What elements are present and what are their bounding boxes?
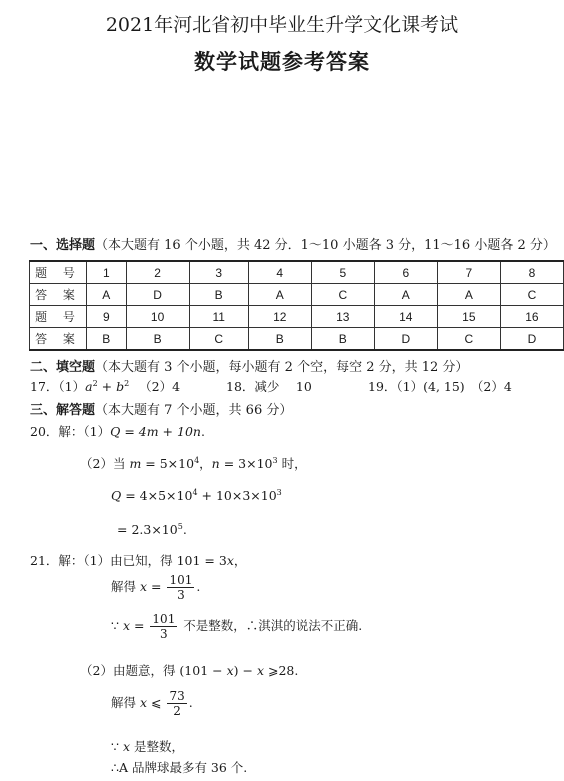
answer-cell: B: [189, 284, 248, 306]
answer-cell: D: [126, 284, 189, 306]
question-number-cell: 14: [374, 306, 437, 328]
section-2-label: 二、填空题: [30, 360, 96, 375]
answer-cell: C: [311, 284, 374, 306]
question-number-cell: 5: [311, 261, 374, 284]
section-1-label: 一、选择题: [30, 238, 96, 253]
document-subtitle: 数学试题参考答案: [194, 49, 370, 74]
question-number-cell: 3: [189, 261, 248, 284]
question-number-cell: 12: [248, 306, 311, 328]
section-3-heading: [30, 399, 292, 418]
question-number-cell: 16: [500, 306, 563, 328]
answer-cell: C: [437, 328, 500, 351]
answer-cell: A: [87, 284, 127, 306]
answer-cell: D: [500, 328, 563, 351]
q21-line-2: 解得 x = $\frac{101}{3}$ .: [111, 573, 201, 602]
q21-line-5: 解得 x ⩽ $\frac{73}{2}$ .: [111, 689, 193, 718]
question-number-cell: 15: [437, 306, 500, 328]
question-number-cell: 4: [248, 261, 311, 284]
question-number-cell: 11: [189, 306, 248, 328]
header-cell: 题 号: [30, 261, 87, 284]
answer-18: 18．减少 10: [226, 379, 312, 394]
answer-cell: A: [248, 284, 311, 306]
answer-cell: B: [311, 328, 374, 351]
q21-line-4: （2）由题意，得 (101 − x) − x ⩾28.: [80, 663, 299, 678]
section-3-label: 三、解答题: [30, 403, 96, 418]
section-2-note: （本大题有 3 个小题，每小题有 2 个空，每空 2 分，共 12 分）: [95, 360, 469, 375]
fraction: $\frac{101}{3}$: [169, 573, 193, 602]
answer-19: 19．（1）(4, 15) （2）4: [368, 379, 512, 394]
question-number-cell: 8: [500, 261, 563, 284]
q20-line-3: $Q = 4\times 5\times 10^4 + 10\times 3\times 10^3$: [111, 488, 282, 504]
question-number-cell: 13: [311, 306, 374, 328]
answer-cell: B: [248, 328, 311, 351]
question-number-cell: 7: [437, 261, 500, 284]
question-number-cell: 2: [126, 261, 189, 284]
q20-line-4: = $2.3\times 10^5$.: [117, 522, 187, 538]
question-number-cell: 6: [374, 261, 437, 284]
answer-cell: B: [87, 328, 127, 351]
fraction: $\frac{101}{3}$: [152, 612, 176, 641]
answer-cell: B: [126, 328, 189, 351]
section-2-heading: [30, 356, 468, 375]
fraction: $\frac{73}{2}$: [169, 689, 185, 718]
question-number-cell: 10: [126, 306, 189, 328]
q21-line-1: 21．解：（1）由已知，得 101 = 3x，: [30, 553, 247, 568]
answer-cell: C: [189, 328, 248, 351]
answer-cell: A: [437, 284, 500, 306]
header-cell: 答 案: [30, 328, 87, 351]
section-3-note: （本大题有 7 个小题，共 66 分）: [95, 403, 293, 418]
section-1-note: （本大题有 16 个小题，共 42 分．1～10 小题各 3 分，11～16 小题各 2 分）: [95, 238, 556, 253]
section-1-heading: [30, 234, 556, 253]
q21-line-3: ∵ x = $\frac{101}{3}$ 不是整数，∴淇淇的说法不正确.: [111, 612, 363, 641]
header-cell: 题 号: [30, 306, 87, 328]
question-number-cell: 9: [87, 306, 127, 328]
q20-line-2: （2）当 $m = 5\times 10^4$，$n = 3\times 10^3$ 时，: [80, 455, 307, 471]
answer-table: [29, 260, 564, 351]
q21-line-6: ∵ x 是整数，: [111, 739, 184, 754]
question-number-cell: 1: [87, 261, 127, 284]
table-row: [30, 284, 564, 306]
q20-line-1: 20．解：（1）Q = 4m + 10n.: [30, 424, 205, 439]
document-title: 2021年河北省初中毕业生升学文化课考试: [105, 14, 459, 36]
table-row: [30, 261, 564, 284]
answer-17: 17．$(1)a^2 + b^2$ （2）4: [30, 378, 181, 394]
answer-cell: C: [500, 284, 563, 306]
answer-cell: D: [374, 328, 437, 351]
header-cell: 答 案: [30, 284, 87, 306]
table-row: [30, 306, 564, 328]
q21-line-7: ∴A 品牌球最多有 36 个.: [111, 760, 248, 775]
table-row: [30, 328, 564, 351]
answer-cell: A: [374, 284, 437, 306]
